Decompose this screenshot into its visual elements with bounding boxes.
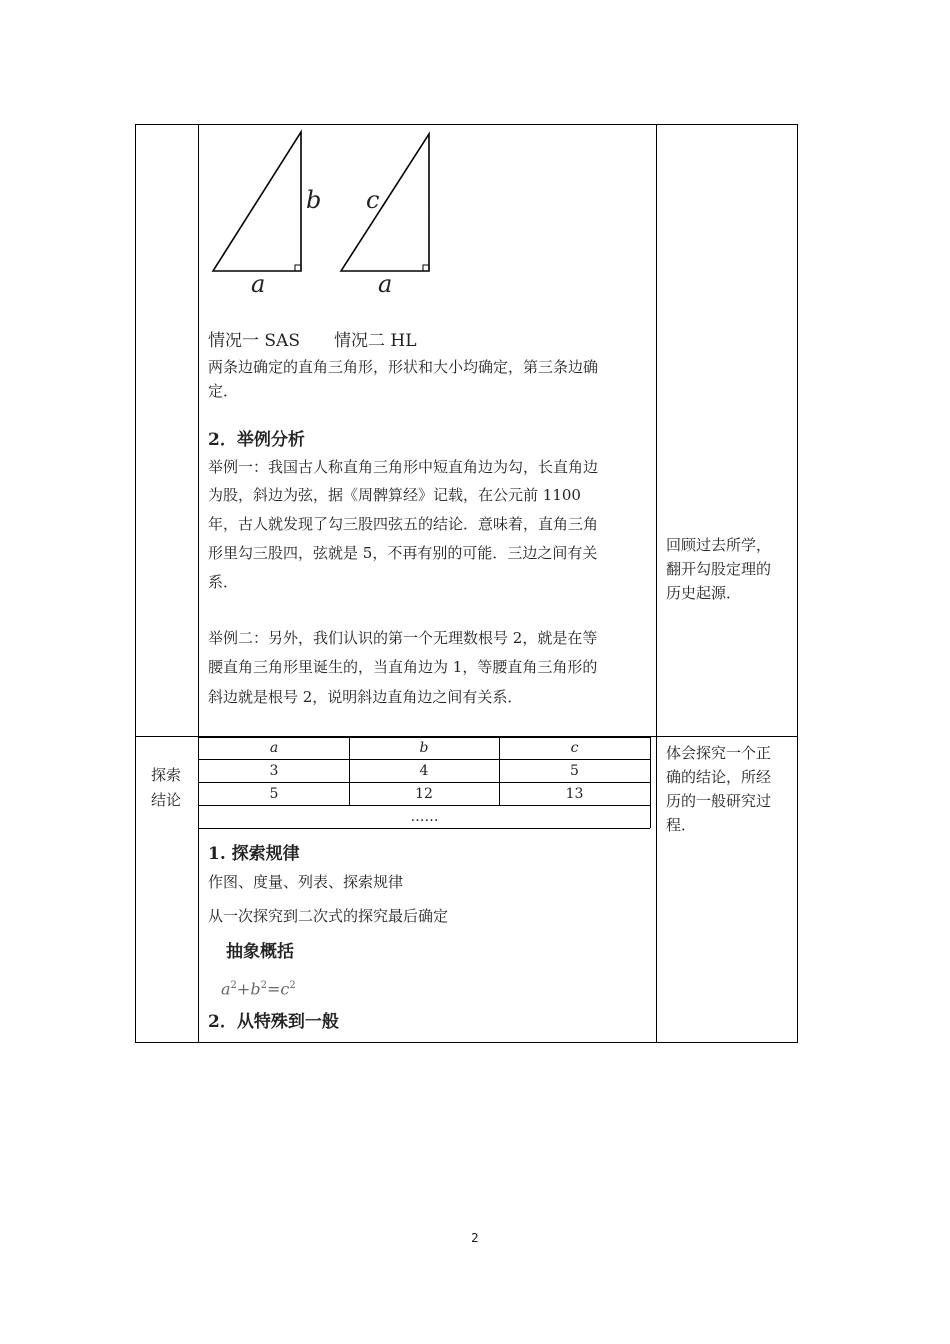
example-two-line: 腰直角三角形里诞生的，当直角边为 1，等腰直角三角形的	[208, 658, 598, 676]
example-two-line: 举例二：另外，我们认识的第一个无理数根号 2，就是在等	[208, 629, 598, 647]
pythagorean-formula	[221, 975, 296, 1000]
side-label-c: c	[366, 186, 380, 214]
explore-note-line: 确的结论，所经	[666, 768, 772, 786]
example-two-line: 斜边就是根号 2，说明斜边直角边之间有关系．	[208, 688, 523, 706]
table-ellipsis: ……	[410, 809, 439, 825]
explore-note-line: 程．	[666, 816, 697, 834]
formula-exponent: 2	[230, 980, 237, 991]
description-line-1: 两条边确定的直角三角形，形状和大小均确定，第三条边确	[208, 358, 599, 376]
formula-plus: +	[236, 979, 251, 999]
table-header-c: c	[570, 740, 579, 756]
table-cell: 5	[570, 763, 579, 779]
explore-rule-line: 从一次探究到二次式的探究最后确定	[208, 907, 449, 925]
section-label-line: 探索	[151, 766, 182, 784]
table-right-border	[797, 124, 798, 1042]
history-note-line: 回顾过去所学，	[666, 536, 772, 554]
table-header-b: b	[419, 740, 429, 756]
side-label-a-left: a	[251, 270, 266, 298]
special-to-general-heading: 2．从特殊到一般	[208, 1012, 339, 1032]
explore-note-line: 历的一般研究过	[666, 792, 772, 810]
formula-exponent: 2	[260, 980, 267, 991]
abc-table-line	[199, 828, 650, 829]
formula-b: b	[250, 979, 261, 999]
formula-equals: =	[266, 979, 281, 999]
history-note-line: 翻开勾股定理的	[666, 560, 772, 578]
right-triangles-figure	[200, 125, 460, 305]
section-label-line: 结论	[151, 791, 182, 809]
history-note-line: 历史起源．	[666, 584, 742, 602]
example-one-line: 年，古人就发现了勾三股四弦五的结论．意味着，直角三角	[208, 515, 599, 533]
table-header-a: a	[269, 740, 279, 756]
example-one-line: 举例一：我国古人称直角三角形中短直角边为勾，长直角边	[208, 458, 599, 476]
abstract-heading: 抽象概括	[226, 942, 294, 962]
table-bottom-border	[135, 1042, 798, 1043]
formula-a: a	[221, 979, 231, 999]
abc-table-line	[650, 737, 651, 828]
explore-rule-heading: 1. 探索规律	[208, 844, 300, 864]
example-analysis-heading: 2．举例分析	[208, 430, 305, 450]
page-number: 2	[471, 1231, 479, 1245]
table-col-divider-1	[198, 124, 199, 1042]
example-one-line: 为股，斜边为弦，据《周髀算经》记载，在公元前 1100	[208, 486, 581, 504]
table-cell: 13	[565, 786, 584, 802]
example-one-line: 形里勾三股四，弦就是 5，不再有别的可能．三边之间有关	[208, 544, 598, 562]
example-one-line: 系．	[208, 573, 239, 591]
explore-rule-line: 作图、度量、列表、探索规律	[208, 873, 404, 891]
description-line-2: 定．	[208, 382, 239, 400]
side-label-a-right: a	[378, 270, 393, 298]
table-cell: 5	[269, 786, 279, 802]
side-label-b: b	[306, 186, 322, 214]
table-col-divider-2	[656, 124, 657, 1042]
table-left-border	[135, 124, 136, 1042]
formula-exponent: 2	[289, 980, 296, 991]
table-cell: 12	[415, 786, 433, 802]
formula-c: c	[280, 979, 290, 999]
table-cell: 4	[419, 763, 429, 779]
explore-note-line: 体会探究一个正	[666, 744, 772, 762]
cases-line: 情况一 SAS 情况二 HL	[208, 331, 417, 351]
table-cell: 3	[269, 763, 279, 779]
